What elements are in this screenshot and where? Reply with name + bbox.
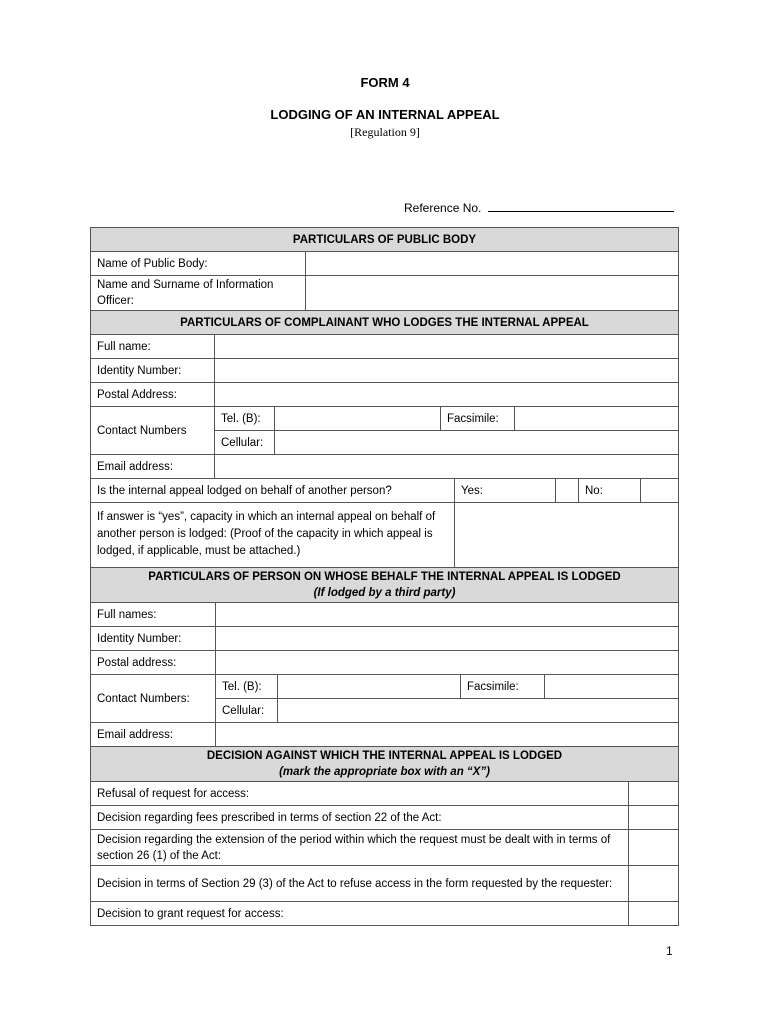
- field-label: Tel. (B):: [215, 407, 275, 430]
- complainant-contact-row: [90, 407, 679, 455]
- field-label: Email address:: [91, 723, 216, 746]
- decision-option-label: Refusal of request for access:: [91, 782, 629, 805]
- public-body-name-field[interactable]: [306, 252, 678, 275]
- third-party-postal-row: [90, 651, 679, 675]
- contact-numbers-group: [215, 407, 678, 454]
- field-label: Name of Public Body:: [91, 252, 306, 275]
- page-number: 1: [666, 944, 673, 958]
- form-number: FORM 4: [360, 75, 410, 90]
- decision-option-checkbox[interactable]: [629, 806, 678, 829]
- third-party-identity-row: [90, 627, 679, 651]
- reference-number: [404, 200, 674, 215]
- field-label: Facsimile:: [441, 407, 515, 430]
- complainant-fax-field[interactable]: [515, 407, 678, 430]
- third-party-contact-row: [90, 675, 679, 723]
- field-label: Identity Number:: [91, 627, 216, 650]
- third-party-cell-field[interactable]: [278, 699, 678, 722]
- third-party-fax-field[interactable]: [545, 675, 678, 698]
- decision-option-label: Decision to grant request for access:: [91, 902, 629, 925]
- field-label: Postal Address:: [91, 383, 215, 406]
- third-party-identity-field[interactable]: [216, 627, 678, 650]
- field-label: Facsimile:: [461, 675, 545, 698]
- section-subheading: (If lodged by a third party): [313, 587, 456, 599]
- complainant-identity-row: [90, 359, 679, 383]
- complainant-postal-field[interactable]: [215, 383, 678, 406]
- decision-option-row: [90, 782, 679, 806]
- field-label: Cellular:: [215, 431, 275, 454]
- third-party-full-names-field[interactable]: [216, 603, 678, 626]
- field-label: Full name:: [91, 335, 215, 358]
- capacity-row: [90, 503, 679, 568]
- form-title: LODGING OF AN INTERNAL APPEAL: [270, 107, 500, 122]
- contact-numbers-group: [216, 675, 678, 722]
- decision-option-row: [90, 806, 679, 830]
- complainant-cell-field[interactable]: [275, 431, 678, 454]
- section-heading: PARTICULARS OF PERSON ON WHOSE BEHALF THE INTERNAL APPEAL IS LODGED: [148, 571, 621, 583]
- field-label: Postal address:: [91, 651, 216, 674]
- yes-label: Yes:: [455, 479, 556, 502]
- field-label: Email address:: [91, 455, 215, 478]
- section-title: [91, 568, 678, 602]
- public-body-name-row: [90, 252, 679, 276]
- information-officer-row: [90, 276, 679, 311]
- complainant-full-name-row: [90, 335, 679, 359]
- reference-label: Reference No.: [404, 201, 482, 215]
- complainant-email-field[interactable]: [215, 455, 678, 478]
- decision-option-checkbox[interactable]: [629, 782, 678, 805]
- section-header-decision: [90, 747, 679, 782]
- third-party-email-field[interactable]: [216, 723, 678, 746]
- section-header-third-party: [90, 568, 679, 603]
- decision-option-label: Decision in terms of Section 29 (3) of the Act to refuse access in the form requested by the requester:: [91, 866, 629, 901]
- regulation-reference: [Regulation 9]: [350, 125, 420, 139]
- complainant-identity-field[interactable]: [215, 359, 678, 382]
- third-party-email-row: [90, 723, 679, 747]
- decision-option-row: [90, 830, 679, 866]
- section-title: PARTICULARS OF COMPLAINANT WHO LODGES THE INTERNAL APPEAL: [91, 311, 678, 334]
- behalf-question-row: [90, 479, 679, 503]
- complainant-postal-row: [90, 383, 679, 407]
- information-officer-field[interactable]: [306, 276, 678, 310]
- field-label: Cellular:: [216, 699, 278, 722]
- section-heading: DECISION AGAINST WHICH THE INTERNAL APPEAL IS LODGED: [206, 750, 563, 762]
- decision-option-row: [90, 902, 679, 926]
- behalf-question-label: Is the internal appeal lodged on behalf of another person?: [91, 479, 455, 502]
- capacity-field[interactable]: [455, 503, 678, 567]
- field-label: Contact Numbers: [91, 407, 215, 454]
- section-title: [91, 747, 678, 781]
- no-checkbox[interactable]: [641, 479, 678, 502]
- complainant-email-row: [90, 455, 679, 479]
- complainant-full-name-field[interactable]: [215, 335, 678, 358]
- section-title: PARTICULARS OF PUBLIC BODY: [91, 228, 678, 251]
- complainant-tel-field[interactable]: [275, 407, 441, 430]
- field-label: Identity Number:: [91, 359, 215, 382]
- decision-option-row: [90, 866, 679, 902]
- field-label: Contact Numbers:: [91, 675, 216, 722]
- section-header-public-body: [90, 228, 679, 252]
- decision-option-label: Decision regarding fees prescribed in terms of section 22 of the Act:: [91, 806, 629, 829]
- third-party-tel-field[interactable]: [278, 675, 461, 698]
- third-party-postal-field[interactable]: [216, 651, 678, 674]
- reference-number-field[interactable]: [488, 200, 674, 212]
- field-label: Full names:: [91, 603, 216, 626]
- decision-option-checkbox[interactable]: [629, 830, 678, 865]
- decision-option-checkbox[interactable]: [629, 902, 678, 925]
- capacity-instructions: If answer is “yes”, capacity in which an internal appeal on behalf of another person is lodged: (Proof of the capacity in which appeal is lodged, if applicable, must be attached.): [91, 503, 455, 567]
- field-label: Tel. (B):: [216, 675, 278, 698]
- decision-option-checkbox[interactable]: [629, 866, 678, 901]
- third-party-full-names-row: [90, 603, 679, 627]
- section-header-complainant: [90, 311, 679, 335]
- field-label: Name and Surname of Information Officer:: [91, 276, 306, 310]
- decision-option-label: Decision regarding the extension of the period within which the request must be dealt with in terms of section 26 (1) of the Act:: [91, 830, 629, 865]
- section-subheading: (mark the appropriate box with an “X”): [279, 766, 490, 778]
- appeal-form: [90, 227, 679, 926]
- yes-checkbox[interactable]: [556, 479, 579, 502]
- no-label: No:: [579, 479, 641, 502]
